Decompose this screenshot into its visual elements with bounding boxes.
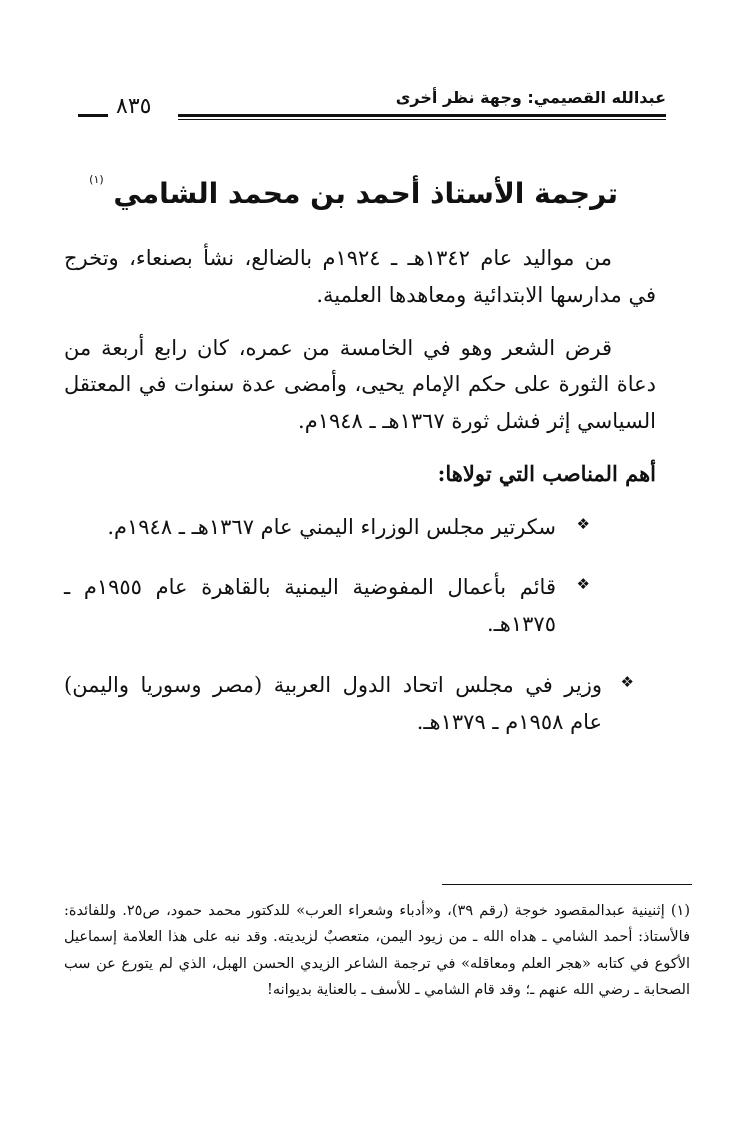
positions-list [64, 509, 656, 741]
list-item [64, 509, 656, 546]
header-rule-thin [178, 119, 666, 120]
footnote-marker: (١) [89, 172, 104, 186]
diamond-bullet-icon: ❖ [620, 672, 634, 691]
footnote-text: (١) إثنينية عبدالمقصود خوجة (رقم ٣٩)، و«أدباء وشعراء العرب» للدكتور محمد حمود، ص٢٥. وللفائدة: فالأستاذ: أحمد الشامي ـ هداه الله ـ من زيود اليمن، متعصبٌ لزيديته. وقد نبه على هذا العلامة إسماعيل الأكوع في كتابه «هجر العلم ومعاقله» في ترجمة الشاعر الزيدي الحسن الهبل، الذي لم يتورع عن سب الصحابة ـ رضي الله عنهم ـ؛ وقد قام الشامي ـ للأسف ـ بالعناية بديوانه! [64, 903, 690, 999]
footnote-separator [442, 884, 692, 885]
diamond-bullet-icon: ❖ [576, 575, 590, 594]
body-text [64, 240, 656, 764]
chapter-heading [89, 172, 618, 210]
positions-heading: أهم المناصب التي تولاها: [437, 460, 656, 486]
header-rule [178, 114, 666, 117]
book-title: عبدالله القصيمي: وجهة نظر أخرى [395, 88, 666, 107]
paragraph-poetry: قرض الشعر وهو في الخامسة من عمره، كان رابع أربعة من دعاة الثورة على حكم الإمام يحيى، وأمضى عدة سنوات في المعتقل السياسي إثر فشل ثورة ١٣٦٧هـ ـ ١٩٤٨م. [64, 335, 656, 433]
paragraph-birth: من مواليد عام ١٣٤٢هـ ـ ١٩٢٤م بالضالع، نشأ بصنعاء، وتخرج في مدارسها الابتدائية ومعاهدها العلمية. [64, 246, 656, 307]
page-number-rule [78, 114, 108, 117]
position-text: سكرتير مجلس الوزراء اليمني عام ١٣٦٧هـ ـ ١٩٤٨م. [107, 514, 556, 539]
list-item [64, 667, 656, 741]
position-text: قائم بأعمال المفوضية اليمنية بالقاهرة عام ١٩٥٥م ـ ١٣٧٥هـ. [64, 575, 556, 636]
position-text: وزير في مجلس اتحاد الدول العربية (مصر وسوريا واليمن) عام ١٩٥٨م ـ ١٣٧٩هـ. [64, 672, 602, 734]
chapter-title: ترجمة الأستاذ أحمد بن محمد الشامي [113, 176, 618, 210]
list-item [64, 569, 656, 643]
running-header [78, 88, 666, 128]
diamond-bullet-icon: ❖ [576, 514, 590, 533]
page-number: ٨٣٥ [116, 94, 152, 119]
footnote [64, 898, 690, 1004]
